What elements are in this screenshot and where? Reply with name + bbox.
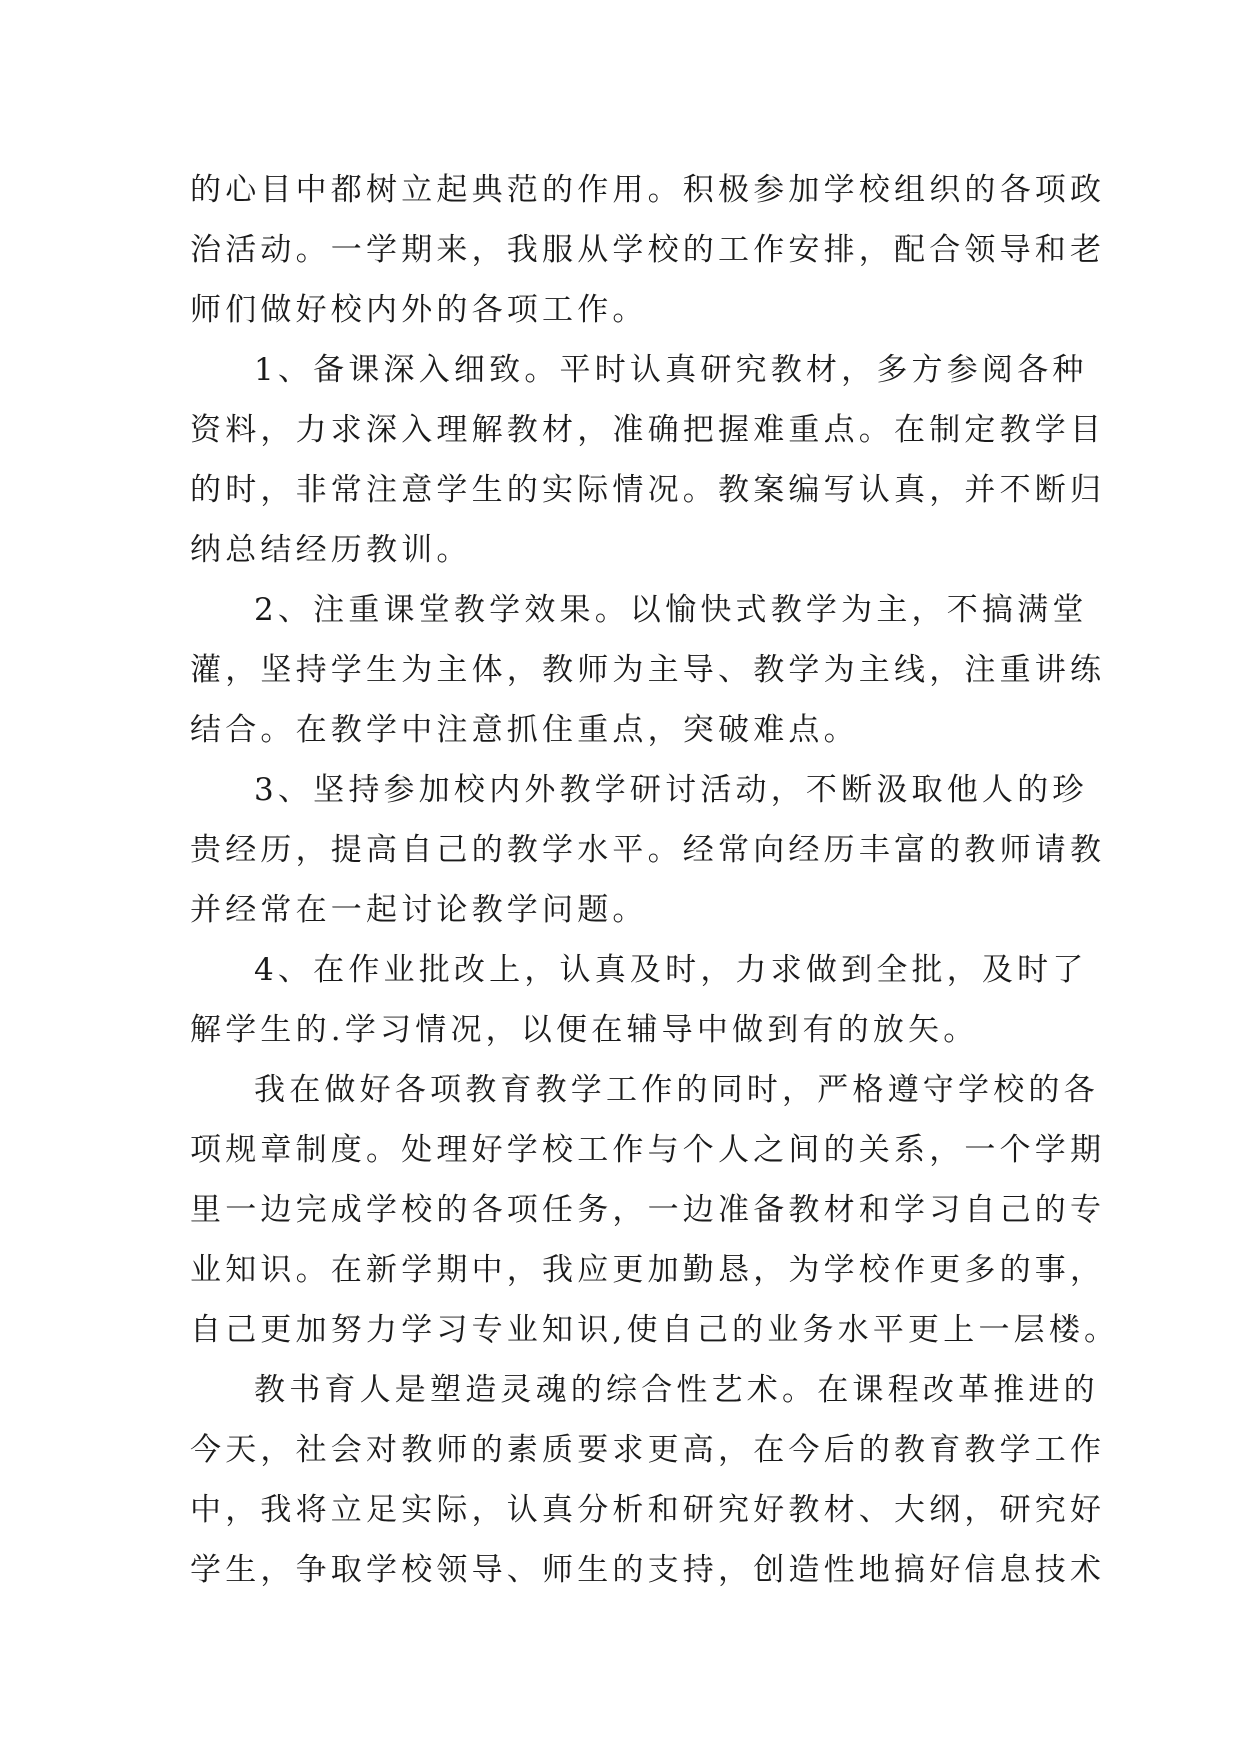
text-line: 灌，坚持学生为主体，教师为主导、教学为主线，注重讲练 [190,652,1106,688]
text-line: 师们做好校内外的各项工作。 [190,292,648,328]
text-line: 2、注重课堂教学效果。以愉快式教学为主，不搞满堂 [254,592,1088,628]
text-line: 里一边完成学校的各项任务，一边准备教材和学习自己的专 [190,1192,1106,1228]
text-line: 1、备课深入细致。平时认真研究教材，多方参阅各种 [254,352,1088,388]
text-line: 我在做好各项教育教学工作的同时，严格遵守学校的各 [254,1072,1099,1108]
text-line: 中，我将立足实际，认真分析和研究好教材、大纲，研究好 [190,1492,1106,1528]
text-line: 贵经历，提高自己的教学水平。经常向经历丰富的教师请教 [190,832,1106,868]
document-body [190,160,1120,1600]
text-line: 解学生的.学习情况，以便在辅导中做到有的放矢。 [190,1012,979,1048]
text-line: 教书育人是塑造灵魂的综合性艺术。在课程改革推进的 [254,1372,1099,1408]
text-line: 今天，社会对教师的素质要求更高，在今后的教育教学工作 [190,1432,1106,1468]
text-line: 结合。在教学中注意抓住重点，突破难点。 [190,712,859,748]
text-line: 资料，力求深入理解教材，准确把握难重点。在制定教学目 [190,412,1106,448]
text-line: 学生，争取学校领导、师生的支持，创造性地搞好信息技术 [190,1552,1106,1588]
text-line: 纳总结经历教训。 [190,532,472,568]
text-line: 的时，非常注意学生的实际情况。教案编写认真，并不断归 [190,472,1106,508]
text-line: 的心目中都树立起典范的作用。积极参加学校组织的各项政 [190,172,1106,208]
text-line: 自己更加努力学习专业知识,使自己的业务水平更上一层楼。 [190,1312,1120,1348]
text-line: 业知识。在新学期中，我应更加勤恳，为学校作更多的事， [190,1252,1106,1288]
text-line: 3、坚持参加校内外教学研讨活动，不断汲取他人的珍 [254,772,1088,808]
text-line: 项规章制度。处理好学校工作与个人之间的关系，一个学期 [190,1132,1106,1168]
text-line: 治活动。一学期来，我服从学校的工作安排，配合领导和老 [190,232,1106,268]
text-line: 并经常在一起讨论教学问题。 [190,892,648,928]
text-line: 4、在作业批改上，认真及时，力求做到全批，及时了 [254,952,1088,988]
